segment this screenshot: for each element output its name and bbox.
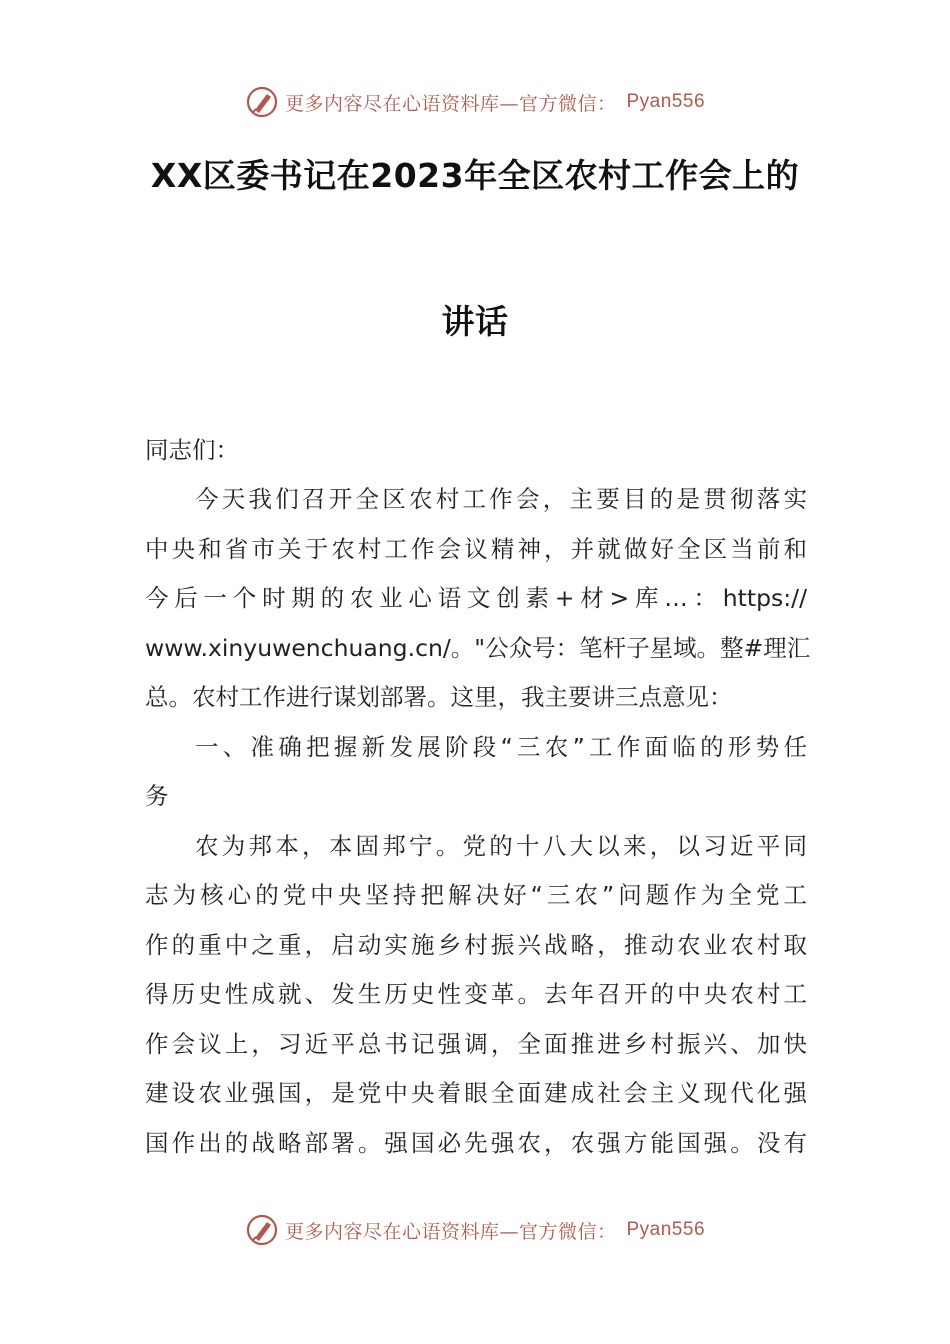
section-heading-line: 一、准确把握新发展阶段“三农”工作面临的形势任 bbox=[195, 733, 807, 761]
paragraph-line: 今后一个时期的农业心语文创素+材>库…：https:// bbox=[145, 584, 807, 612]
pen-logo-icon bbox=[245, 85, 279, 119]
paragraph-line: 作会议上，习近平总书记强调，全面推进乡村振兴、加快 bbox=[145, 1030, 807, 1058]
paragraph-line: www.xinyuwenchuang.cn/。"公众号：笔杆子星域。整#理汇 bbox=[145, 634, 811, 662]
watermark-id: Pyan556 bbox=[626, 1219, 706, 1240]
doc-title-line-2: 讲话 bbox=[441, 302, 509, 341]
salutation: 同志们： bbox=[145, 436, 239, 464]
watermark-top bbox=[0, 82, 950, 122]
section-heading-line: 务 bbox=[145, 782, 169, 810]
doc-title-line-1: XX区委书记在2023年全区农村工作会上的 bbox=[150, 156, 800, 195]
paragraph-line: 志为核心的党中央坚持把解决好“三农”问题作为全党工 bbox=[145, 881, 807, 909]
paragraph-line: 中央和省市关于农村工作会议精神，并就做好全区当前和 bbox=[145, 535, 807, 563]
paragraph-line: 作的重中之重，启动实施乡村振兴战略，推动农业农村取 bbox=[145, 931, 807, 959]
paragraph-line: 得历史性成就、发生历史性变革。去年召开的中央农村工 bbox=[145, 980, 807, 1008]
watermark-id: Pyan556 bbox=[626, 91, 706, 112]
paragraph-line: 今天我们召开全区农村工作会，主要目的是贯彻落实 bbox=[195, 485, 807, 513]
watermark-text: 更多内容尽在心语资料库—官方微信： bbox=[284, 92, 617, 115]
pen-logo-icon bbox=[245, 1213, 279, 1247]
watermark-text: 更多内容尽在心语资料库—官方微信： bbox=[284, 1220, 617, 1243]
paragraph-line: 农为邦本，本固邦宁。党的十八大以来，以习近平同 bbox=[195, 832, 807, 860]
paragraph-line: 国作出的战略部署。强国必先强农，农强方能国强。没有 bbox=[145, 1129, 807, 1157]
watermark-bottom bbox=[0, 1210, 950, 1250]
paragraph-line: 总。农村工作进行谋划部署。这里，我主要讲三点意见： bbox=[145, 683, 733, 711]
paragraph-line: 建设农业强国，是党中央着眼全面建成社会主义现代化强 bbox=[145, 1079, 807, 1107]
